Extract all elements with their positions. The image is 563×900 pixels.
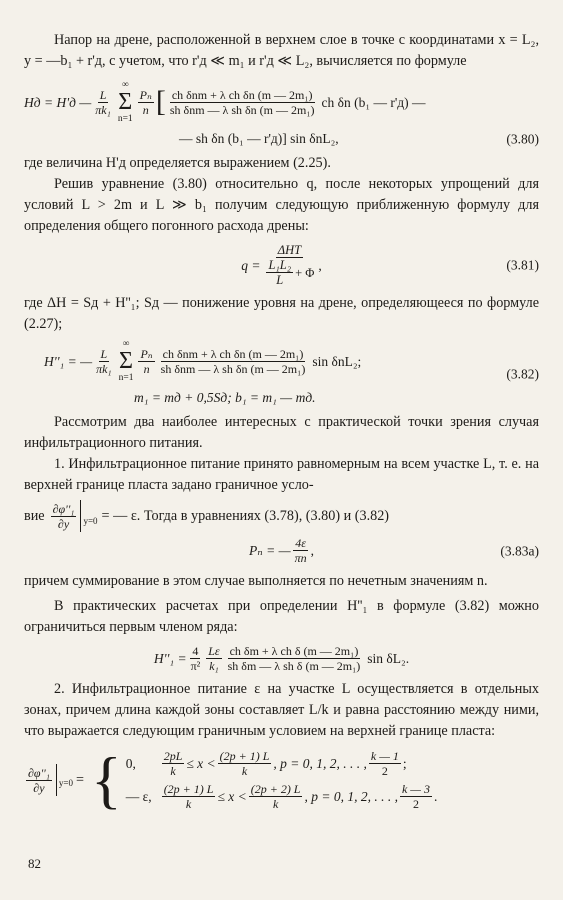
eq380-ratio: $\frac{\text{ch δnm + λ ch δn (m — 2m₁)}}{\text{sh δnm — λ sh δn (m — 2m₁)}}$ bbox=[169, 87, 315, 117]
eq380-coef: $\frac{L}{\text{πk₁}}$ bbox=[95, 87, 111, 117]
cases-list bbox=[126, 749, 438, 811]
paragraph-case-2: 2. Инфильтрационное питание ε на участке L осуществляется в отдельных зонах, причем длина каждой зоны составляет L/k и равна расстоянию между ними, что выражается следующим граничным условием на верхней границе пласта: bbox=[24, 681, 539, 739]
eq381-number: (3.81) bbox=[506, 257, 539, 273]
eq382-coef: $\frac{L}{\text{πk₁}}$ bbox=[96, 346, 112, 376]
case-row-2: — ε, $\frac{(2p + 1) L}{k}$ ≤ x < $\frac{(2p + 2) L}{k}$ , p = 0, 1, 2, . . . , $\frac{k — 3}{2}$ . bbox=[125, 782, 438, 811]
eq383a-number: (3.83а) bbox=[500, 543, 539, 558]
paragraph-solving: Решив уравнение (3.80) относительно q, после некоторых упрощений для условий L > 2m и L ≫ b₁ получим следующую приближенную формулу для определения общего погонного расхода дрены: bbox=[24, 176, 539, 234]
equation-3-80-line2 bbox=[24, 128, 539, 149]
eq380-line2-text: — sh δn (b₁ — r'д)] sin δnL₂, bbox=[179, 131, 339, 146]
eq380-term: $\frac{\text{Pₙ}}{n}$ bbox=[139, 87, 152, 117]
eqft-f2: $\frac{L\varepsilon}{\text{k₁}}$ bbox=[208, 644, 220, 673]
eq382-lhs: H''₁ = — bbox=[44, 353, 93, 369]
eq380-number: (3.80) bbox=[506, 131, 539, 146]
eq382-sum: ∞ Σ n=1 bbox=[118, 339, 134, 383]
paragraph-where-hd: где величина H'д определяется выражением (2.25). bbox=[24, 155, 331, 171]
equation-3-80-line1 bbox=[24, 80, 539, 124]
eq382-term: $\frac{\text{Pₙ}}{n}$ bbox=[140, 346, 153, 376]
cases-brace: { bbox=[90, 744, 122, 815]
eq380-bracket-open: [ bbox=[155, 85, 166, 118]
eqft-tail: sin δL₂. bbox=[367, 651, 410, 666]
equation-3-81 bbox=[24, 243, 539, 287]
equation-3-83a bbox=[24, 536, 539, 565]
page-body bbox=[24, 30, 539, 816]
paragraph-case-1: 1. Инфильтрационное питание принято равномерным на всем участке L, т. е. на верхней границе пласта задано граничное усло- bbox=[24, 456, 539, 493]
paragraph-summation: причем суммирование в этом случае выполняется по нечетным значениям n. bbox=[24, 573, 488, 589]
eq383a-lhs: Pₙ = — bbox=[249, 543, 291, 558]
paragraph-first-term: В практических расчетах при определении H''₁ в формуле (3.82) можно ограничиться первым членом ряда: bbox=[24, 598, 539, 635]
equation-3-82 bbox=[24, 339, 539, 408]
cases-subscript: y=0 bbox=[58, 778, 73, 788]
eq380-sum: ∞ Σ n=1 bbox=[117, 80, 133, 124]
eq382-tail: sin δnL₂; bbox=[312, 353, 362, 369]
eqft-f3: $\frac{\text{ch δm + λ ch δ (m — 2m₁)}}{\text{sh δm — λ sh δ (m — 2m₁)}}$ bbox=[227, 644, 361, 673]
eq380-lhs: Hд = H'д — bbox=[24, 94, 92, 110]
eqft-lhs: H''₁ = bbox=[153, 651, 187, 666]
case1-subscript: y=0 bbox=[83, 516, 98, 526]
cases-derivative: $\frac{\text{∂φ''₁}}{\partial y}$ bbox=[28, 765, 50, 795]
equation-boundary-cases: $\frac{\text{∂φ''₁}}{\partial y}$ y=0 = { 0, $\frac{2pL}{k}$ ≤ x < $\frac{(2p + 1) L}{k}$ , p = 0, 1, 2, . . . , $\frac{k — 1}{2}$ ; — ε, $\frac{(2p + 1) L}{k}$ ≤ x < $\frac{(2p + 2) L}{k}$ , p = 0, 1, 2, . . . , $\frac{k — 3}{2}$ . bbox=[28, 744, 438, 815]
eq383a-fraction: $\frac{4\varepsilon}{\pi n}$ bbox=[294, 536, 307, 565]
paragraph-delta-h: где ΔH = Sд + H''₁; Sд — понижение уровня на дрене, определяющееся по формуле (2.27); bbox=[24, 295, 539, 332]
paragraph-intro: Напор на дрене, расположенной в верхнем слое в точке с координатами x = L₂, y = —b₁ + r'д, с учетом, что r'д ≪ m₁ и r'д ≪ L₂, вычисляется по формуле bbox=[24, 32, 539, 69]
case1-derivative: $\frac{\text{∂φ''₁}}{\partial y}$ bbox=[52, 501, 75, 531]
eq382-line2 bbox=[24, 387, 539, 408]
eq382-number: (3.82) bbox=[506, 366, 539, 381]
case1-rest: = — ε. Тогда в уравнениях (3.78), (3.80) и (3.82) bbox=[101, 507, 390, 524]
eq380-tail: ch δn (b₁ — r'д) — bbox=[321, 94, 426, 110]
eq382-ratio: $\frac{\text{ch δnm + λ ch δn (m — 2m₁)}}{\text{sh δnm — λ sh δn (m — 2m₁)}}$ bbox=[160, 346, 306, 376]
eq382-line1 bbox=[24, 339, 539, 383]
eqft-f1: $\frac{4}{\text{π²}}$ bbox=[190, 644, 201, 673]
eq381-comma: , bbox=[318, 257, 322, 273]
paragraph-two-cases: Рассмотрим два наиболее интересных с практической точки зрения случая инфильтрационного питания. bbox=[24, 414, 539, 451]
eq382-line2-text: m₁ = mд + 0,5Sд; b₁ = m₁ — mд. bbox=[134, 390, 316, 405]
eq381-fraction: ΔHT $\frac{\text{L₁L₂}}{L}$ + Φ bbox=[268, 243, 315, 287]
eq381-lhs: q = bbox=[241, 257, 261, 273]
equation-first-term bbox=[24, 644, 539, 673]
case-row-1: 0, $\frac{2pL}{k}$ ≤ x < $\frac{(2p + 1) L}{k}$ , p = 0, 1, 2, . . . , $\frac{k — 1}{2}$ ; bbox=[125, 749, 407, 778]
case1-start: вие bbox=[24, 507, 45, 524]
page-number: 82 bbox=[28, 856, 41, 871]
eq383a-comma: , bbox=[310, 543, 314, 558]
paragraph-case-1-condition bbox=[24, 500, 539, 532]
